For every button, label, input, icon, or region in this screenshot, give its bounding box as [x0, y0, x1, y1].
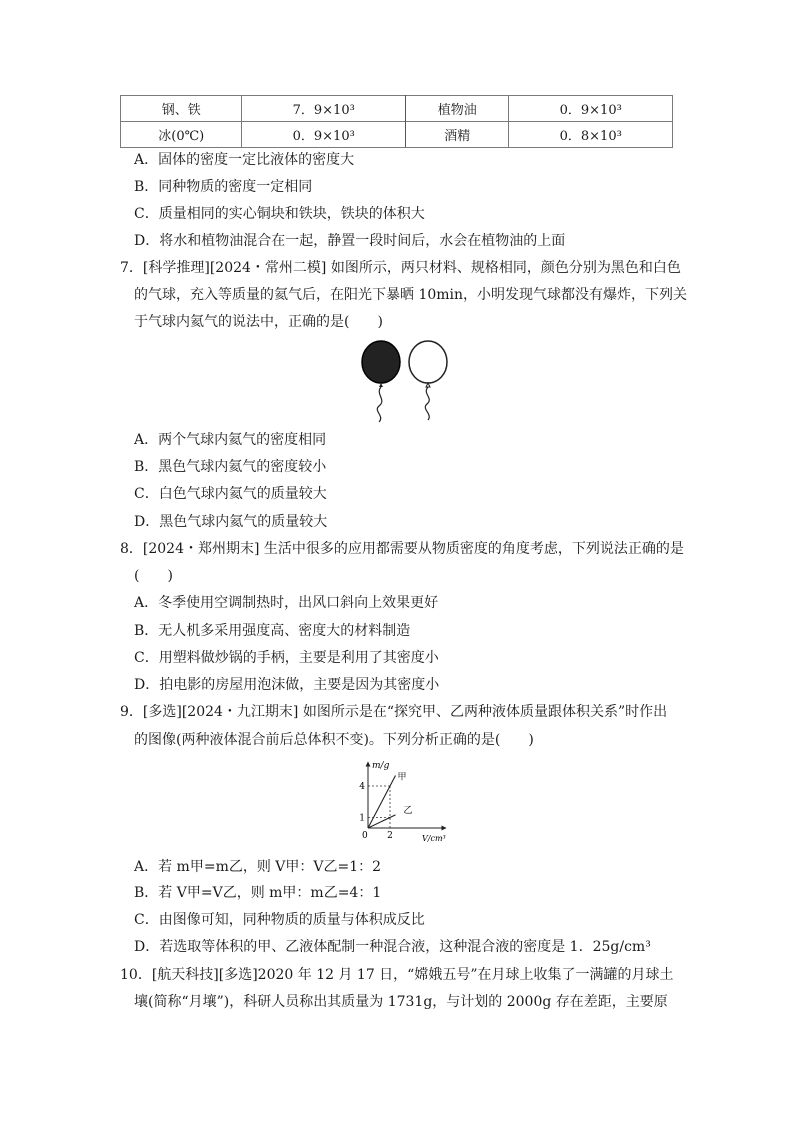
q10-stem-line2: 壤(简称“月壤”)，科研人员称出其质量为 1731g，与计划的 2000g 存在差距，主要原 [134, 994, 668, 1010]
white-balloon-icon [409, 341, 447, 383]
q8-option-c: C．用塑料做炒锅的手柄，主要是利用了其密度小 [134, 650, 439, 666]
series-label-yi: 乙 [403, 805, 413, 816]
series-line-yi [368, 815, 396, 828]
table-cell: 植物油 [405, 96, 509, 122]
q6-option-b: B．同种物质的密度一定相同 [134, 179, 313, 195]
table-cell: 冰(0℃) [121, 122, 242, 148]
x-tick-label: 2 [387, 831, 393, 841]
mass-volume-chart [348, 756, 458, 846]
black-balloon-string [377, 387, 382, 422]
q7-option-a: A．两个气球内氦气的密度相同 [134, 432, 327, 448]
q10-stem-line1: 10．[航天科技][多选]2020 年 12 月 17 日，“嫦娥五号”在月球上收集了一满罐的月球土 [120, 967, 674, 983]
table-row [121, 122, 673, 148]
black-balloon-icon [362, 341, 400, 383]
table-row [121, 96, 673, 122]
balloons-figure [355, 336, 455, 426]
q7-stem-line3: 于气球内氦气的说法中，正确的是( ) [134, 314, 383, 330]
q7-option-d: D．黑色气球内氦气的质量较大 [134, 514, 328, 530]
q9-option-c: C．由图像可知，同种物质的质量与体积成反比 [134, 912, 425, 928]
q6-option-d: D．将水和植物油混合在一起，静置一段时间后，水会在植物油的上面 [134, 233, 566, 249]
q6-option-c: C．质量相同的实心铜块和铁块，铁块的体积大 [134, 206, 425, 222]
origin-tick-label: 0 [362, 831, 368, 841]
table-cell: 0．9×10³ [242, 122, 405, 148]
q8-stem-line2: ( ) [134, 568, 173, 584]
q8-stem-line1: 8．[2024・郑州期末] 生活中很多的应用都需要从物质密度的角度考虑，下列说法正确的是 [120, 541, 684, 557]
table-cell: 酒精 [405, 122, 509, 148]
q7-option-c: C．白色气球内氦气的质量较大 [134, 486, 327, 502]
q9-option-a: A．若 m甲=m乙，则 V甲：V乙=1：2 [134, 859, 382, 875]
table-cell: 0．9×10³ [509, 96, 673, 122]
q8-option-d: D．拍电影的房屋用泡沫做，主要是因为其密度小 [134, 677, 440, 693]
table-cell: 钢、铁 [121, 96, 242, 122]
q8-option-b: B．无人机多采用强度高、密度大的材料制造 [134, 623, 411, 639]
table-cell: 0．8×10³ [509, 122, 673, 148]
white-balloon-string [425, 387, 429, 420]
table-cell: 7．9×10³ [242, 96, 405, 122]
q7-stem-line2: 的气球，充入等质量的氦气后，在阳光下暴晒 10min，小明发现气球都没有爆炸，下列关 [134, 287, 688, 303]
y-axis-label: m/g [372, 761, 390, 771]
q9-stem-line1: 9．[多选][2024・九江期末] 如图所示是在“探究甲、乙两种液体质量跟体积关系”时作出 [120, 704, 668, 720]
x-axis-label: V/cm³ [422, 834, 446, 843]
series-line-jia [368, 776, 396, 829]
q9-stem-line2: 的图像(两种液体混合前后总体积不变)。下列分析正确的是( ) [134, 732, 534, 748]
q6-option-a: A．固体的密度一定比液体的密度大 [134, 152, 355, 168]
q9-option-b: B．若 V甲=V乙，则 m甲：m乙=4：1 [134, 885, 382, 901]
series-label-jia: 甲 [397, 772, 407, 783]
y-tick-label: 1 [359, 813, 365, 824]
y-tick-label: 4 [359, 782, 365, 792]
density-table [120, 95, 673, 148]
q7-stem-line1: 7．[科学推理][2024・常州二模] 如图所示，两只材料、规格相同，颜色分别为黑色和白色 [120, 260, 681, 276]
q9-option-d: D．若选取等体积的甲、乙液体配制一种混合液，这种混合液的密度是 1．25g/cm³ [134, 939, 651, 955]
q8-option-a: A．冬季使用空调制热时，出风口斜向上效果更好 [134, 595, 439, 611]
q7-option-b: B．黑色气球内氦气的密度较小 [134, 459, 327, 475]
